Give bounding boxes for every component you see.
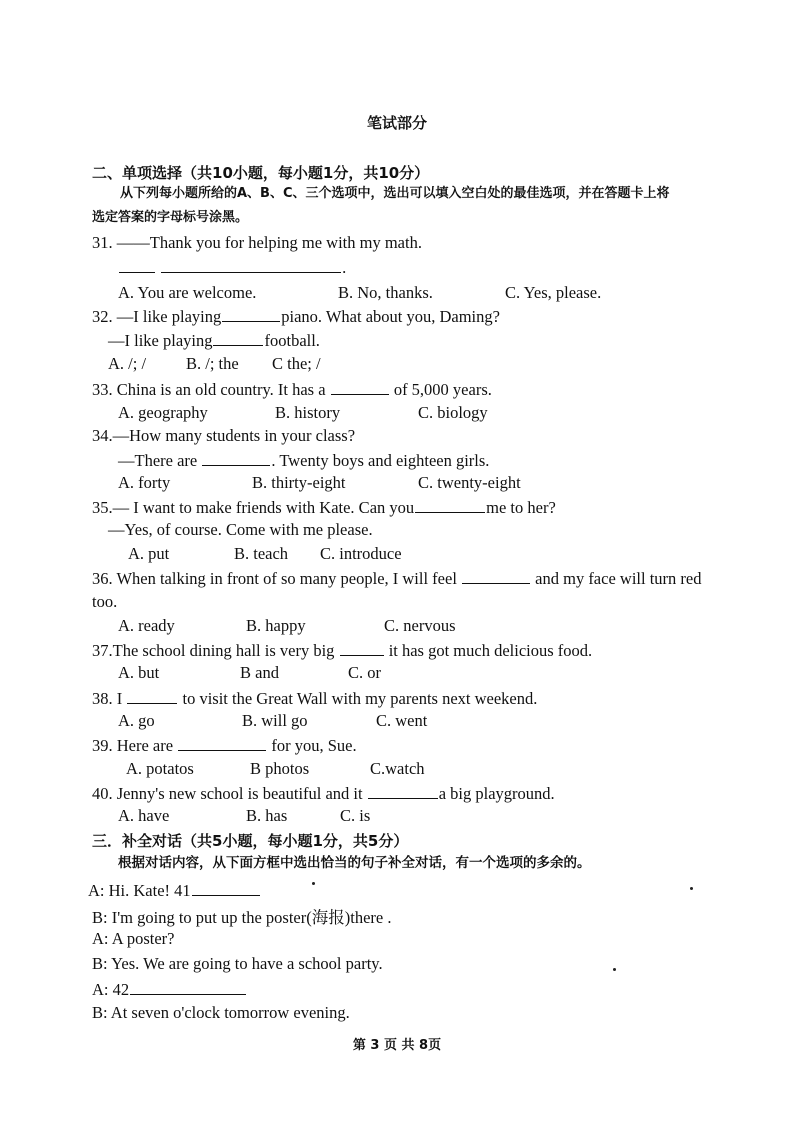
q38-blank[interactable] [127, 688, 177, 704]
q35-stem-b: me to her? [486, 498, 556, 517]
q33-option-a[interactable]: A. geography [118, 403, 208, 422]
q33-stem-b: of 5,000 years. [393, 380, 492, 399]
dialogue-line-3: A: A poster? [92, 929, 175, 948]
q37-option-b[interactable]: B and [240, 663, 279, 682]
q39-stem-b: for you, Sue. [271, 736, 357, 755]
q34-blank[interactable] [202, 450, 270, 466]
q31-blank-1[interactable] [119, 257, 155, 273]
q32-stem-a: 32. —I like playing [92, 307, 222, 326]
q33-stem-a: 33. China is an old country. It has a [92, 380, 326, 399]
q35-line2: —Yes, of course. Come with me please. [108, 520, 373, 539]
q34-stem: 34.—How many students in your class? [92, 426, 356, 445]
dialogue-line-1 [88, 880, 261, 901]
q40-stem [92, 783, 555, 804]
dialogue-blank-41[interactable] [192, 880, 260, 896]
q37-option-c[interactable]: C. or [348, 663, 381, 682]
q36-blank[interactable] [462, 568, 530, 584]
q32-option-a[interactable]: A. /; / [108, 354, 147, 373]
q32-line2-a: —I like playing [108, 331, 213, 350]
q37-blank[interactable] [340, 640, 384, 656]
q32-line2-b: football. [264, 331, 320, 350]
scan-speck [613, 968, 616, 971]
dialogue-blank-42[interactable] [130, 979, 246, 995]
dialogue-line-4: B: Yes. We are going to have a school party. [92, 954, 383, 973]
scan-speck [690, 887, 693, 890]
q33-stem [92, 379, 492, 400]
q37-option-a[interactable]: A. but [118, 663, 160, 682]
q35-stem-a: 35.— I want to make friends with Kate. Can you [92, 498, 415, 517]
q36-option-c[interactable]: C. nervous [384, 616, 456, 635]
q36-stem [92, 568, 701, 589]
q39-stem-a: 39. Here are [92, 736, 174, 755]
q31-blank-2[interactable] [161, 257, 341, 273]
dialogue-line-1-text: A: Hi. Kate! 41 [88, 881, 191, 900]
q32-stem [92, 306, 500, 327]
page-footer: 第 3 页 共 8页 [352, 1038, 442, 1053]
q37-stem [92, 640, 592, 661]
q38-stem-a: 38. I [92, 689, 123, 708]
q32-line2 [108, 330, 320, 351]
q31-period: . [342, 258, 347, 277]
q34-option-b[interactable]: B. thirty-eight [252, 473, 346, 492]
q32-stem-b: piano. What about you, Daming? [281, 307, 500, 326]
q31-option-c[interactable]: C. Yes, please. [505, 283, 602, 302]
q38-stem [92, 688, 537, 709]
q31-answer-line [118, 257, 346, 278]
q40-stem-a: 40. Jenny's new school is beautiful and it [92, 784, 363, 803]
q34-line2 [118, 450, 489, 471]
q36-line2: too. [92, 592, 118, 611]
q38-stem-b: to visit the Great Wall with my parents next weekend. [182, 689, 538, 708]
q36-option-b[interactable]: B. happy [246, 616, 306, 635]
dialogue-line-5-text: A: 42 [92, 980, 130, 999]
q34-option-c[interactable]: C. twenty-eight [418, 473, 521, 492]
q34-option-a[interactable]: A. forty [118, 473, 171, 492]
q39-stem [92, 735, 357, 756]
q39-blank[interactable] [178, 735, 266, 751]
q36-stem-b: and my face will turn red [535, 569, 702, 588]
q33-option-b[interactable]: B. history [275, 403, 341, 422]
q36-option-a[interactable]: A. ready [118, 616, 175, 635]
dialogue-line-6: B: At seven o'clock tomorrow evening. [92, 1003, 350, 1022]
page-title: 笔试部分 [366, 114, 427, 132]
q40-blank[interactable] [368, 783, 438, 799]
q34-line2-b: . Twenty boys and eighteen girls. [271, 451, 490, 470]
q38-option-c[interactable]: C. went [376, 711, 428, 730]
q33-option-c[interactable]: C. biology [418, 403, 488, 422]
q32-blank-1[interactable] [222, 306, 280, 322]
q34-line2-a: —There are [118, 451, 198, 470]
q38-option-a[interactable]: A. go [118, 711, 155, 730]
q40-stem-b: a big playground. [438, 784, 555, 803]
q32-option-c[interactable]: C the; / [272, 354, 321, 373]
q31-stem: 31. ——Thank you for helping me with my math. [92, 233, 422, 252]
dialogue-line-5 [92, 979, 247, 1000]
q35-option-c[interactable]: C. introduce [320, 544, 402, 563]
q40-option-a[interactable]: A. have [118, 806, 170, 825]
q35-stem [92, 497, 556, 518]
q39-option-a[interactable]: A. potatos [126, 759, 194, 778]
q37-stem-b: it has got much delicious food. [388, 641, 593, 660]
q40-option-b[interactable]: B. has [246, 806, 288, 825]
q35-option-b[interactable]: B. teach [234, 544, 289, 563]
q36-stem-a: 36. When talking in front of so many people, I will feel [92, 569, 457, 588]
dialogue-line-2: B: I'm going to put up the poster(海报)there . [92, 908, 392, 927]
q35-option-a[interactable]: A. put [128, 544, 170, 563]
q31-option-b[interactable]: B. No, thanks. [338, 283, 433, 302]
scan-speck [312, 882, 315, 885]
q39-option-b[interactable]: B photos [250, 759, 310, 778]
section-2-instruction-line1: 从下列每小题所给的A、B、C、三个选项中，选出可以填入空白处的最佳选项，并在答题卡上将 [120, 186, 670, 201]
section-2-instruction-line2: 选定答案的字母标号涂黑。 [92, 210, 249, 225]
q39-option-c[interactable]: C.watch [370, 759, 425, 778]
q31-option-a[interactable]: A. You are welcome. [118, 283, 257, 302]
q40-option-c[interactable]: C. is [340, 806, 371, 825]
section-3-heading: 三．补全对话（共5小题，每小题1分，共5分） [92, 832, 409, 850]
section-2-heading: 二、单项选择（共10小题，每小题1分，共10分） [92, 164, 430, 182]
q32-option-b[interactable]: B. /; the [186, 354, 239, 373]
q32-blank-2[interactable] [213, 330, 263, 346]
q38-option-b[interactable]: B. will go [242, 711, 308, 730]
q37-stem-a: 37.The school dining hall is very big [92, 641, 335, 660]
q33-blank[interactable] [331, 379, 389, 395]
q35-blank[interactable] [415, 497, 485, 513]
section-3-instruction: 根据对话内容，从下面方框中选出恰当的句子补全对话，有一个选项的多余的。 [118, 855, 591, 871]
